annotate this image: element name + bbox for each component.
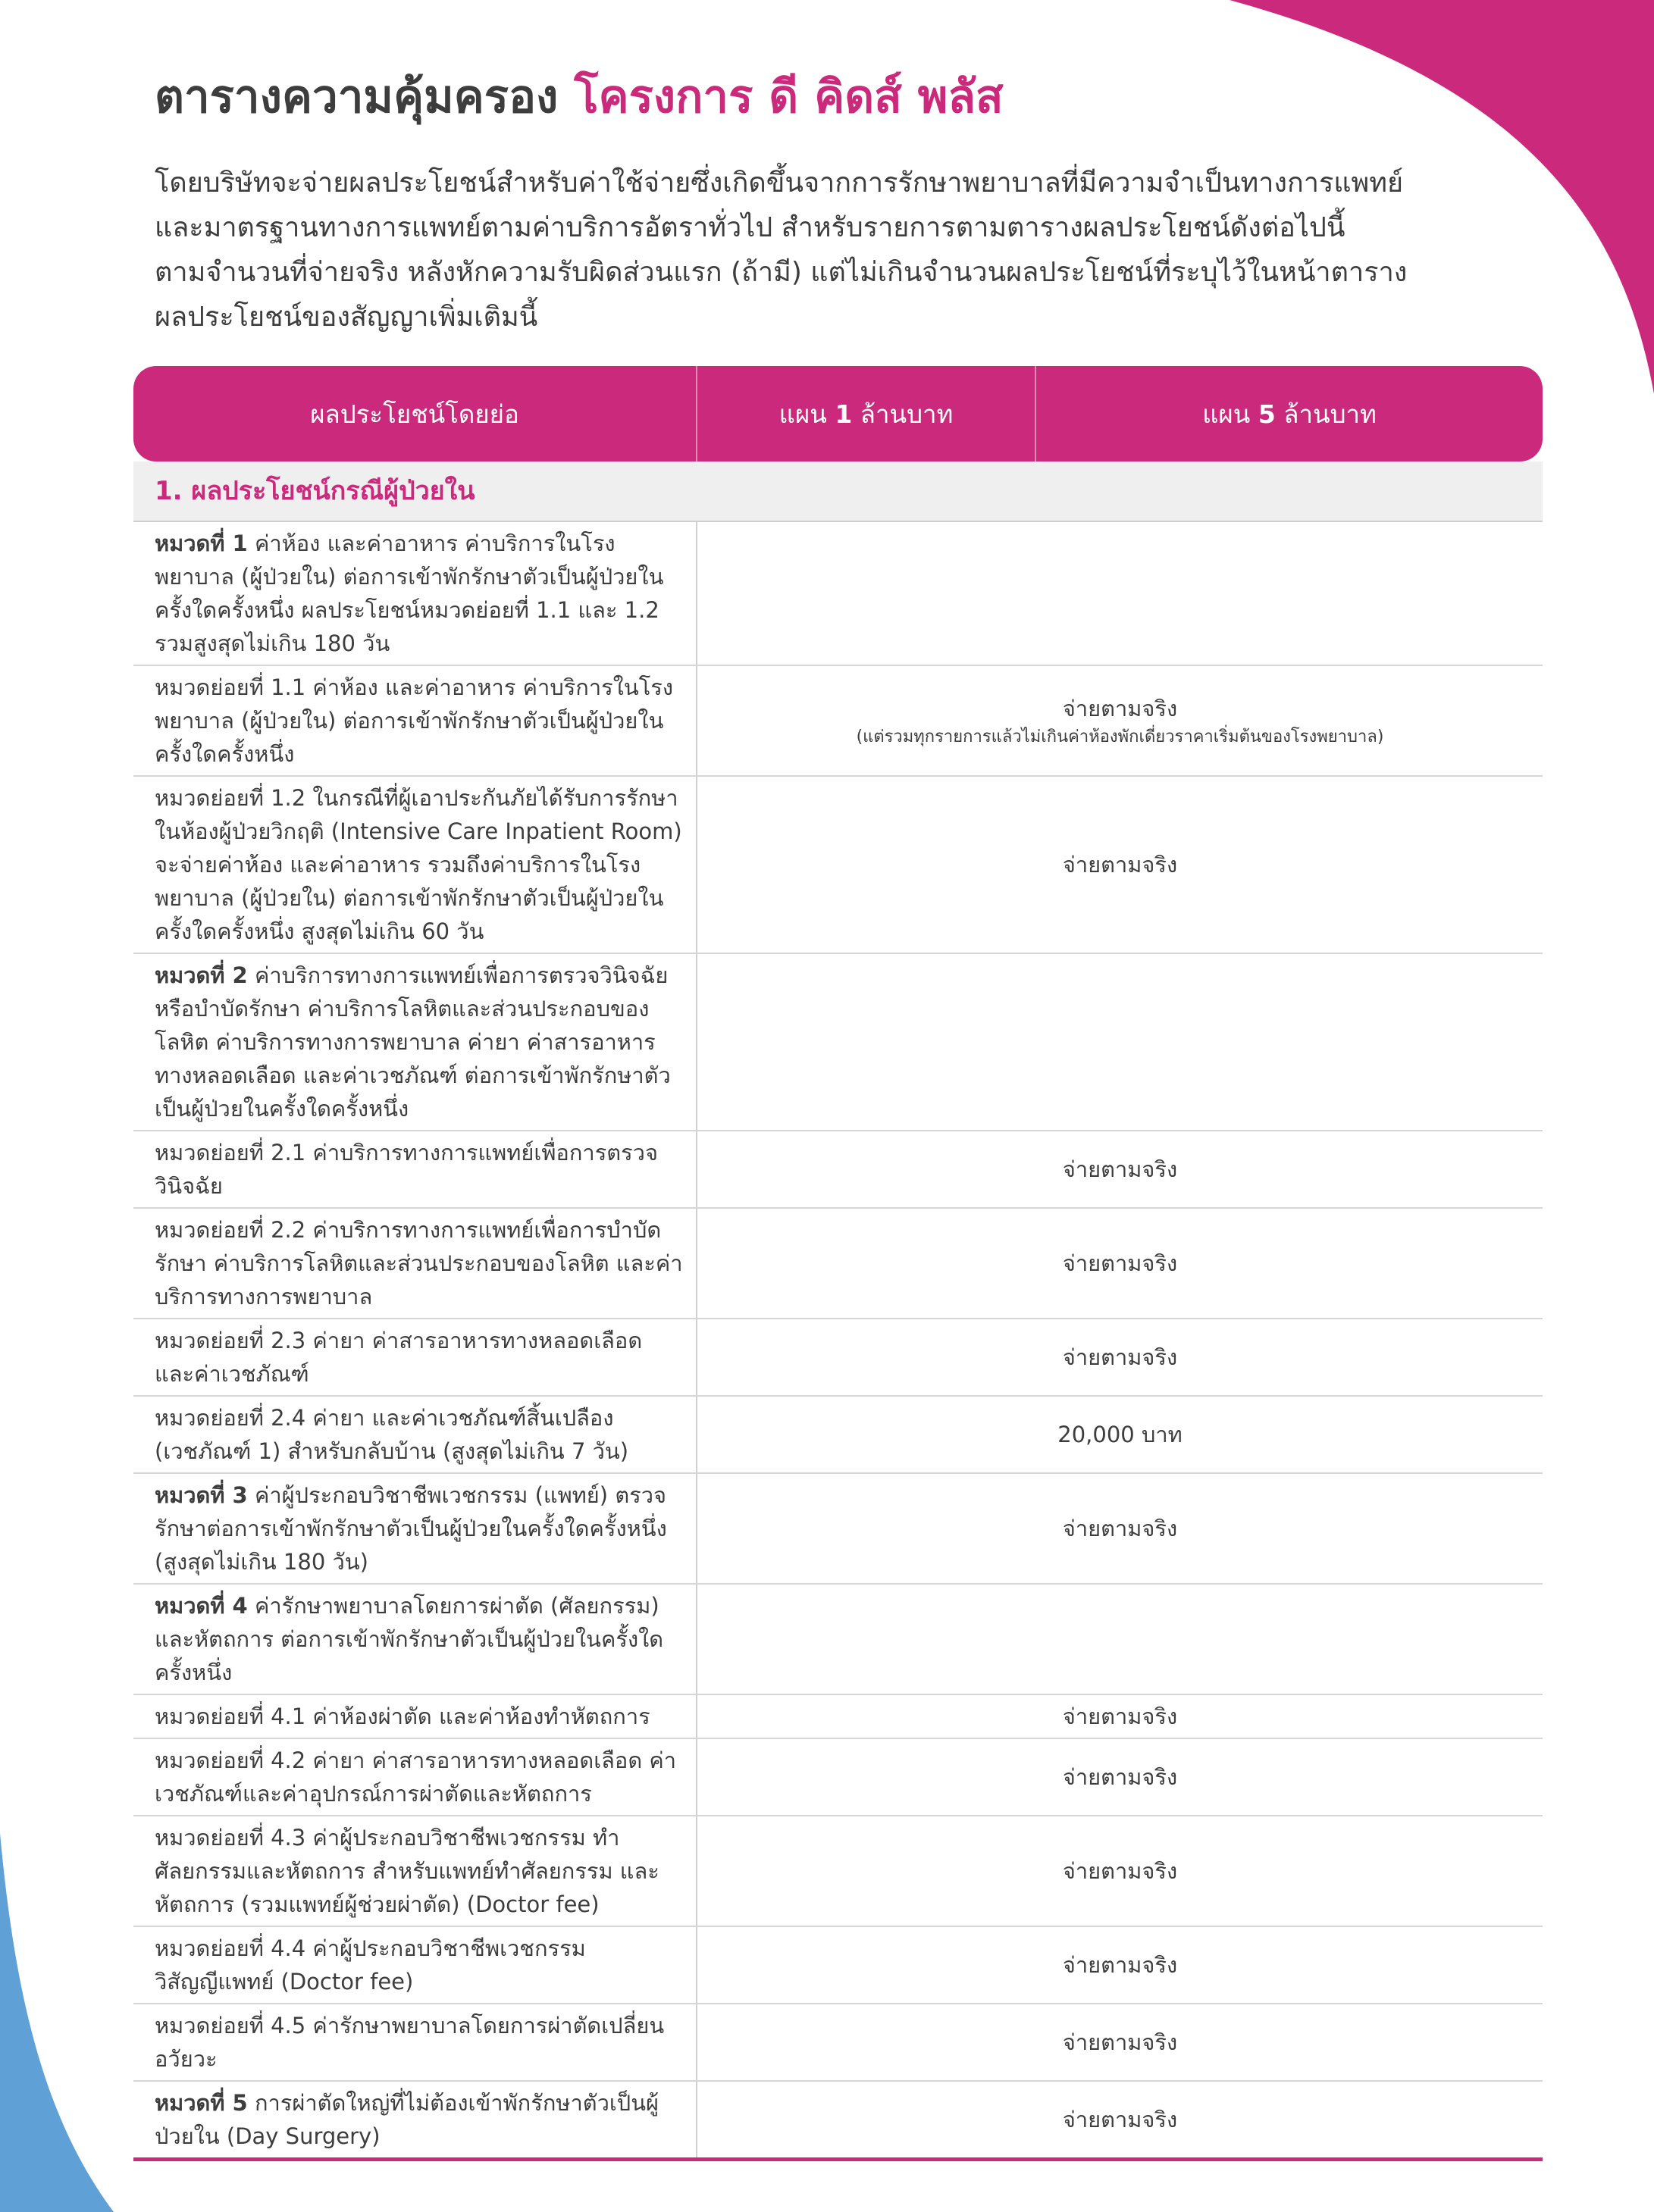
benefit-cell bbox=[133, 1319, 697, 1396]
table-row bbox=[133, 1584, 1543, 1694]
coverage-value-cell bbox=[697, 1473, 1543, 1584]
table-row bbox=[133, 1694, 1543, 1738]
coverage-value-cell bbox=[697, 1926, 1543, 2004]
coverage-value-cell bbox=[697, 2081, 1543, 2160]
benefit-description: การผ่าตัดใหญ่ที่ไม่ต้องเข้าพักรักษาตัวเป็นผู้ป่วยใน (Day Surgery) bbox=[155, 2090, 659, 2149]
benefit-cell bbox=[133, 1396, 697, 1473]
coverage-value-cell bbox=[697, 1208, 1543, 1319]
coverage-value-cell bbox=[697, 1694, 1543, 1738]
benefit-description: ค่าผู้ประกอบวิชาชีพเวชกรรม (แพทย์) ตรวจรักษาต่อการเข้าพักรักษาตัวเป็นผู้ป่วยในครั้งใดครั้งหนึ่ง (สูงสุดไม่เกิน 180 วัน) bbox=[155, 1482, 667, 1575]
coverage-value-cell bbox=[697, 1319, 1543, 1396]
benefit-cell bbox=[133, 1694, 697, 1738]
page-title bbox=[155, 70, 1004, 124]
coverage-table bbox=[133, 366, 1543, 2161]
table-row bbox=[133, 1131, 1543, 1208]
benefit-category: หมวดที่ 5 bbox=[155, 2090, 248, 2116]
benefit-category: หมวดที่ 1 bbox=[155, 530, 248, 556]
coverage-value-cell bbox=[697, 1816, 1543, 1926]
coverage-value: 20,000 บาท bbox=[1057, 1422, 1183, 1447]
title-main: ตารางความคุ้มครอง bbox=[155, 70, 559, 124]
table-header-row bbox=[133, 366, 1543, 461]
table-row bbox=[133, 1473, 1543, 1584]
benefit-cell bbox=[133, 1584, 697, 1694]
benefit-description: หมวดย่อยที่ 1.2 ในกรณีที่ผู้เอาประกันภัยได้รับการรักษาในห้องผู้ป่วยวิกฤติ (Intensive Care Inpatient Room) จะจ่ายค่าห้อง และค่าอาหาร รวมถึงค่าบริการในโรงพยาบาล (ผู้ป่วยใน) ต่อการเข้าพักรักษาตัวเป็นผู้ป่วยในครั้งใดครั้งหนึ่ง สูงสุดไม่เกิน 60 วัน bbox=[155, 785, 682, 944]
table-row bbox=[133, 1926, 1543, 2004]
coverage-value-cell bbox=[697, 1584, 1543, 1694]
table-row bbox=[133, 2004, 1543, 2081]
benefit-cell bbox=[133, 1926, 697, 2004]
coverage-value: จ่ายตามจริง bbox=[1062, 1344, 1178, 1370]
coverage-value: จ่ายตามจริง bbox=[1062, 696, 1178, 721]
header-benefit: ผลประโยชน์โดยย่อ bbox=[133, 366, 697, 461]
coverage-value: จ่ายตามจริง bbox=[1062, 1764, 1178, 1790]
coverage-value: จ่ายตามจริง bbox=[1062, 2107, 1178, 2132]
header-plan-5-prefix: แผน bbox=[1202, 399, 1251, 429]
coverage-value-cell bbox=[697, 665, 1543, 776]
benefit-category: หมวดที่ 4 bbox=[155, 1593, 248, 1619]
benefit-cell bbox=[133, 1473, 697, 1584]
benefit-cell bbox=[133, 1738, 697, 1816]
benefit-description: หมวดย่อยที่ 4.2 ค่ายา ค่าสารอาหารทางหลอดเลือด ค่าเวชภัณฑ์และค่าอุปกรณ์การผ่าตัดและหัตถการ bbox=[155, 1747, 677, 1807]
coverage-value: จ่ายตามจริง bbox=[1062, 1156, 1178, 1182]
benefit-category: หมวดที่ 2 bbox=[155, 962, 248, 988]
coverage-value-cell bbox=[697, 521, 1543, 665]
coverage-value: จ่ายตามจริง bbox=[1062, 1704, 1178, 1729]
coverage-value: จ่ายตามจริง bbox=[1062, 1952, 1178, 1978]
coverage-value: จ่ายตามจริง bbox=[1062, 1858, 1178, 1884]
benefit-cell bbox=[133, 1131, 697, 1208]
benefit-category: หมวดที่ 3 bbox=[155, 1482, 248, 1508]
table-row bbox=[133, 953, 1543, 1131]
benefit-cell bbox=[133, 1816, 697, 1926]
header-plan-5-suffix: ล้านบาท bbox=[1283, 399, 1377, 429]
table-row bbox=[133, 665, 1543, 776]
benefit-cell bbox=[133, 1208, 697, 1319]
benefit-description: หมวดย่อยที่ 2.3 ค่ายา ค่าสารอาหารทางหลอดเลือด และค่าเวชภัณฑ์ bbox=[155, 1328, 643, 1387]
coverage-value: จ่ายตามจริง bbox=[1062, 2029, 1178, 2055]
header-plan-5 bbox=[1035, 366, 1543, 461]
benefit-description: หมวดย่อยที่ 2.1 ค่าบริการทางการแพทย์เพื่อการตรวจวินิจฉัย bbox=[155, 1140, 658, 1199]
intro-paragraph bbox=[155, 161, 1519, 339]
benefit-cell bbox=[133, 521, 697, 665]
benefit-description: หมวดย่อยที่ 4.4 ค่าผู้ประกอบวิชาชีพเวชกรรม วิสัญญีแพทย์ (Doctor fee) bbox=[155, 1935, 586, 1995]
benefit-description: หมวดย่อยที่ 2.2 ค่าบริการทางการแพทย์เพื่อการบำบัดรักษา ค่าบริการโลหิตและส่วนประกอบของโลหิต และค่าบริการทางการพยาบาล bbox=[155, 1217, 683, 1309]
section-title: 1. ผลประโยชน์กรณีผู้ป่วยใน bbox=[133, 461, 1543, 521]
header-plan-1-prefix: แผน bbox=[778, 399, 827, 429]
benefit-description: หมวดย่อยที่ 4.3 ค่าผู้ประกอบวิชาชีพเวชกรรม ทำศัลยกรรมและหัตถการ สำหรับแพทย์ทำศัลยกรรม และหัตถการ (รวมแพทย์ผู้ช่วยผ่าตัด) (Doctor fee) bbox=[155, 1825, 659, 1917]
benefit-description: หมวดย่อยที่ 1.1 ค่าห้อง และค่าอาหาร ค่าบริการในโรงพยาบาล (ผู้ป่วยใน) ต่อการเข้าพักรักษาตัวเป็นผู้ป่วยในครั้งใดครั้งหนึ่ง bbox=[155, 674, 674, 767]
header-plan-1-number: 1 bbox=[835, 399, 853, 429]
coverage-value: จ่ายตามจริง bbox=[1062, 1516, 1178, 1541]
table-row bbox=[133, 2081, 1543, 2160]
benefit-cell bbox=[133, 953, 697, 1131]
title-accent: โครงการ ดี คิดส์ พลัส bbox=[574, 70, 1004, 124]
coverage-note: (แต่รวมทุกรายการแล้วไม่เกินค่าห้องพักเดี่ยวราคาเริ่มต้นของโรงพยาบาล) bbox=[856, 727, 1384, 746]
coverage-value-cell bbox=[697, 2004, 1543, 2081]
table-row bbox=[133, 1738, 1543, 1816]
coverage-value-cell bbox=[697, 1738, 1543, 1816]
header-plan-1-suffix: ล้านบาท bbox=[860, 399, 954, 429]
coverage-value: จ่ายตามจริง bbox=[1062, 852, 1178, 878]
benefit-description: ค่าห้อง และค่าอาหาร ค่าบริการในโรงพยาบาล (ผู้ป่วยใน) ต่อการเข้าพักรักษาตัวเป็นผู้ป่วยในครั้งใดครั้งหนึ่ง ผลประโยชน์หมวดย่อยที่ 1.1 และ 1.2 รวมสูงสุดไม่เกิน 180 วัน bbox=[155, 530, 664, 656]
table-row bbox=[133, 1319, 1543, 1396]
coverage-value-cell bbox=[697, 776, 1543, 953]
coverage-value: จ่ายตามจริง bbox=[1062, 1250, 1178, 1276]
benefit-description: หมวดย่อยที่ 2.4 ค่ายา และค่าเวชภัณฑ์สิ้นเปลือง (เวชภัณฑ์ 1) สำหรับกลับบ้าน (สูงสุดไม่เกิน 7 วัน) bbox=[155, 1405, 629, 1464]
table-row bbox=[133, 1396, 1543, 1473]
benefit-cell bbox=[133, 776, 697, 953]
benefit-description: ค่าบริการทางการแพทย์เพื่อการตรวจวินิจฉัยหรือบำบัดรักษา ค่าบริการโลหิตและส่วนประกอบของโลหิต ค่าบริการทางการพยาบาล ค่ายา ค่าสารอาหารทางหลอดเลือด และค่าเวชภัณฑ์ ต่อการเข้าพักรักษาตัวเป็นผู้ป่วยในครั้งใดครั้งหนึ่ง bbox=[155, 962, 671, 1122]
coverage-value-cell bbox=[697, 1396, 1543, 1473]
coverage-value-cell bbox=[697, 1131, 1543, 1208]
table-row bbox=[133, 1208, 1543, 1319]
intro-line: และมาตรฐานทางการแพทย์ตามค่าบริการอัตราทั่วไป สำหรับรายการตามตารางผลประโยชน์ดังต่อไปนี้ bbox=[155, 212, 1345, 243]
table-row bbox=[133, 1816, 1543, 1926]
table-row bbox=[133, 776, 1543, 953]
benefit-description: ค่ารักษาพยาบาลโดยการผ่าตัด (ศัลยกรรม) และหัตถการ ต่อการเข้าพักรักษาตัวเป็นผู้ป่วยในครั้งใดครั้งหนึ่ง bbox=[155, 1593, 664, 1685]
table-row bbox=[133, 521, 1543, 665]
intro-line: ผลประโยชน์ของสัญญาเพิ่มเติมนี้ bbox=[155, 302, 538, 333]
intro-line: ตามจำนวนที่จ่ายจริง หลังหักความรับผิดส่วนแรก (ถ้ามี) แต่ไม่เกินจำนวนผลประโยชน์ที่ระบุไว้ในหน้าตาราง bbox=[155, 257, 1408, 288]
coverage-value-cell bbox=[697, 953, 1543, 1131]
benefit-cell bbox=[133, 2081, 697, 2160]
benefit-cell bbox=[133, 2004, 697, 2081]
section-row bbox=[133, 461, 1543, 521]
intro-line: โดยบริษัทจะจ่ายผลประโยชน์สำหรับค่าใช้จ่ายซึ่งเกิดขึ้นจากการรักษาพยาบาลที่มีความจำเป็นทางการแพทย์ bbox=[155, 167, 1404, 199]
benefit-description: หมวดย่อยที่ 4.1 ค่าห้องผ่าตัด และค่าห้องทำหัตถการ bbox=[155, 1704, 650, 1729]
header-plan-5-number: 5 bbox=[1258, 399, 1276, 429]
blue-corner-decoration bbox=[0, 1833, 114, 2212]
header-plan-1 bbox=[697, 366, 1035, 461]
benefit-cell bbox=[133, 665, 697, 776]
benefit-description: หมวดย่อยที่ 4.5 ค่ารักษาพยาบาลโดยการผ่าตัดเปลี่ยนอวัยวะ bbox=[155, 2013, 665, 2072]
